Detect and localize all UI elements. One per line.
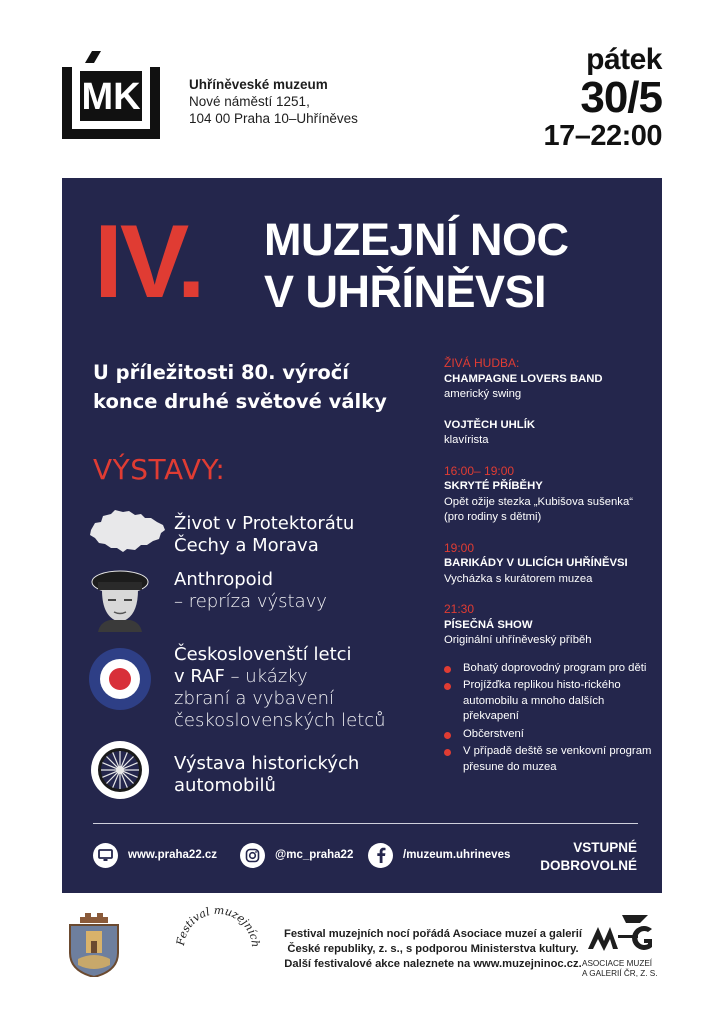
event-description: Opět ožije stezka „Kubišova sušenka“ (pro rodiny s dětmi)	[444, 495, 634, 523]
web-address: www.praha22.cz	[128, 849, 218, 861]
title-line-2: V UHŘÍNĚVSI	[264, 266, 547, 317]
exhibition-text	[174, 569, 444, 613]
event-name: VOJTĚCH UHLÍK	[444, 418, 536, 431]
exhibition-subtitle: zbraní a vybavení	[174, 688, 335, 709]
czech-map-icon	[87, 508, 167, 558]
logo-letters: MK	[81, 76, 141, 118]
bullet-item: V případě deště se venkovní program přesune do muzea	[444, 744, 654, 775]
program-event	[444, 356, 654, 403]
address-line-1: Nové náměstí 1251,	[189, 94, 310, 109]
amg-text	[582, 959, 662, 979]
bullet-item: Projížďka replikou histo-rického automobilu a mnoho dalších překvapení	[444, 678, 654, 725]
address-line-2: 104 00 Praha 10–Uhříněves	[189, 111, 358, 126]
amg-line-1: ASOCIACE MUZEÍ	[582, 959, 653, 968]
edition-number: IV.	[94, 204, 203, 320]
exhibition-text	[174, 513, 444, 557]
amg-logo	[582, 913, 662, 979]
program-event	[444, 464, 654, 526]
wheel-icon	[90, 740, 150, 804]
monitor-icon	[93, 843, 118, 868]
exhibition-title: automobilů	[174, 775, 276, 796]
event-name: PÍSEČNÁ SHOW	[444, 618, 533, 631]
event-time-label: 16:00– 19:00	[444, 463, 515, 478]
exhibition-title: Anthropoid	[174, 569, 274, 590]
festival-logo	[170, 898, 266, 988]
event-time-label: 19:00	[444, 540, 475, 555]
event-title	[264, 214, 569, 318]
footer-text	[268, 927, 598, 972]
program-event	[444, 602, 654, 649]
facebook-link[interactable]	[368, 842, 510, 868]
exhibition-subtitle: československých letců	[174, 710, 386, 731]
event-time-label: ŽIVÁ HUDBA:	[444, 356, 520, 370]
amg-line-2: A GALERIÍ ČR, Z. S.	[582, 969, 658, 978]
exhibition-subtitle: – repríza výstavy	[174, 591, 327, 612]
facebook-page: /muzeum.uhrineves	[403, 849, 511, 861]
exhibitions-heading: VÝSTAVY:	[93, 453, 226, 486]
exhibition-title: Život v Protektorátu	[174, 513, 355, 534]
exhibition-title: Čechy a Morava	[174, 535, 319, 556]
program-event	[444, 541, 654, 588]
instagram-icon	[240, 843, 265, 868]
exhibition-title: Výstava historických	[174, 753, 360, 774]
program-event	[444, 418, 654, 449]
amg-mark-icon	[582, 913, 662, 953]
soldier-portrait-icon	[90, 566, 150, 636]
event-time-label: 21:30	[444, 602, 475, 616]
exhibition-subtitle: – ukázky	[224, 666, 308, 687]
event-date-number: 30/5	[580, 73, 662, 122]
title-line-1: MUZEJNÍ NOC	[264, 214, 569, 265]
event-date	[543, 44, 662, 152]
exhibition-text	[174, 644, 444, 732]
instagram-handle: @mc_praha22	[275, 849, 354, 861]
web-link[interactable]	[93, 842, 217, 868]
entry-line-2: DOBROVOLNÉ	[540, 858, 637, 873]
occasion-line-1: U příležitosti 80. výročí	[93, 361, 349, 384]
exhibition-title: v RAF	[174, 666, 225, 687]
instagram-link[interactable]	[240, 842, 353, 868]
bullet-item: Bohatý doprovodný program pro děti	[444, 661, 654, 677]
footer-line-3: Další festivalové akce naleznete na www.muzejninoc.cz.	[284, 958, 582, 970]
event-name: CHAMPAGNE LOVERS BAND	[444, 372, 603, 385]
event-description: klavírista	[444, 434, 489, 446]
event-day: pátek	[586, 43, 662, 76]
museum-logo	[62, 51, 160, 139]
raf-roundel-icon	[89, 648, 151, 714]
venue-address	[189, 76, 358, 127]
event-name: BARIKÁDY V ULICÍCH UHŘÍNĚVSI	[444, 557, 628, 569]
event-description: americký swing	[444, 388, 522, 400]
footer-line-2: České republiky, z. s., s podporou Ministerstva kultury.	[287, 943, 579, 955]
event-time: 17–22:00	[543, 120, 662, 152]
exhibition-title: Českoslovenští letci	[174, 644, 352, 665]
event-name: SKRYTÉ PŘÍBĚHY	[444, 480, 543, 492]
facebook-icon	[368, 843, 393, 868]
footer-line-1: Festival muzejních nocí pořádá Asociace muzeí a galerií	[283, 928, 583, 940]
entry-fee	[540, 839, 637, 875]
event-description: Vycházka s kurátorem muzea	[444, 572, 593, 585]
divider	[93, 823, 638, 824]
bullet-item: Občerstvení	[444, 727, 654, 743]
program-bullets	[444, 661, 654, 776]
city-crest-icon	[66, 913, 122, 977]
program-column	[444, 356, 654, 777]
svg-text:Festival muzejních nocí 2025	[170, 898, 262, 948]
exhibition-text	[174, 753, 444, 797]
main-panel	[62, 178, 662, 893]
event-description: Originální uhříněveský příběh	[444, 634, 592, 646]
occasion-line-2: konce druhé světové války	[93, 390, 387, 413]
occasion-text	[93, 358, 433, 416]
museum-name: Uhříněveské muzeum	[189, 77, 328, 92]
festival-logo-text: Festival muzejních	[174, 903, 263, 948]
entry-line-1: VSTUPNÉ	[573, 840, 637, 855]
